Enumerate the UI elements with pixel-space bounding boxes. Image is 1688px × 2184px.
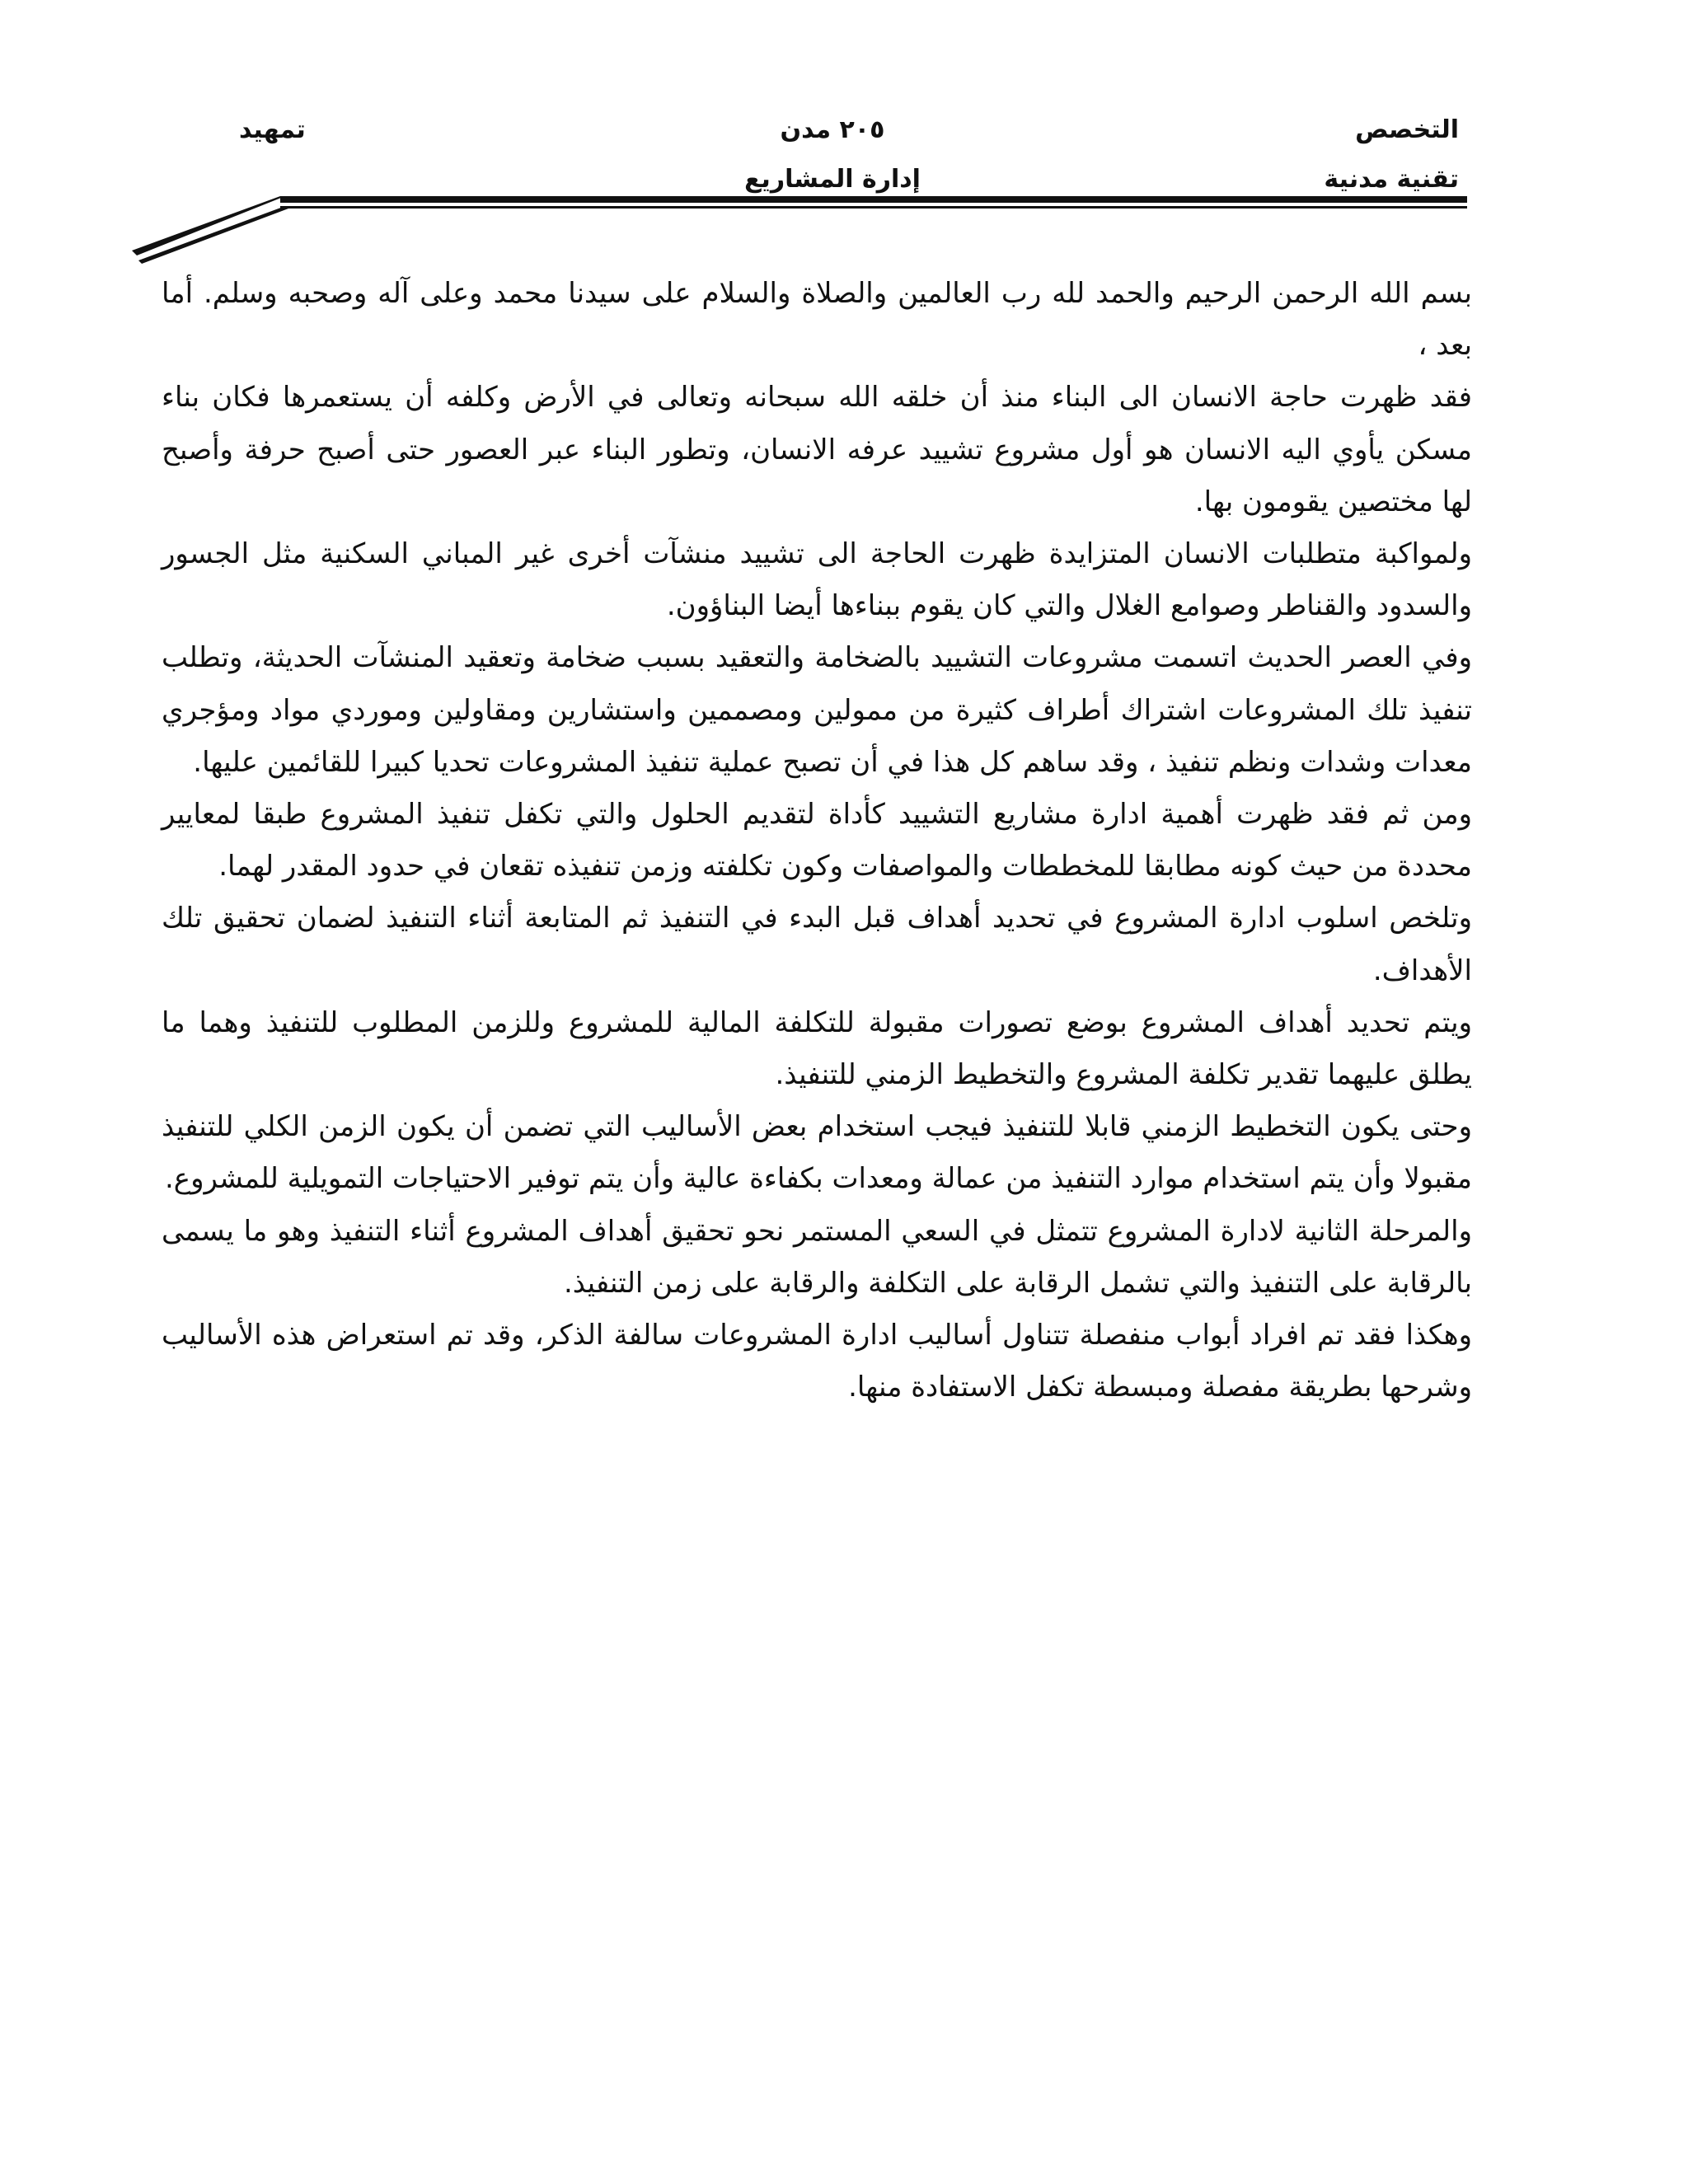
divider-slant-thin bbox=[138, 206, 288, 264]
header-section bbox=[239, 105, 306, 155]
body-text bbox=[162, 268, 1472, 1413]
paragraph: ويتم تحديد أهداف المشروع بوضع تصورات مقبولة للتكلفة المالية للمشروع وللزمن المطلوب للتنفيذ وهما ما يطلق عليهما تقدير تكلفة المشروع والتخطيط الزمني للتنفيذ. bbox=[162, 1005, 1472, 1092]
header-specialization-value: تقنية مدنية bbox=[1324, 165, 1459, 194]
paragraph: بسم الله الرحمن الرحيم والحمد لله رب العالمين والصلاة والسلام على سيدنا محمد وعلى آله وصحبه وسلم. أما بعد ، bbox=[162, 277, 1472, 363]
paragraph: وهكذا فقد تم افراد أبواب منفصلة تتناول أساليب ادارة المشروعات سالفة الذكر، وقد تم استعراض هذه الأساليب وشرحها بطريقة مفصلة ومبسطة تكفل الاستفادة منها. bbox=[162, 1319, 1472, 1404]
paragraph: ومن ثم فقد ظهرت أهمية ادارة مشاريع التشييد كأداة لتقديم الحلول والتي تكفل تنفيذ المشروع طبقا لمعايير محددة من حيث كونه مطابقا للمخططات والمواصفات وكون تكلفته وزمن تنفيذه تقعان في حدود المقدر لهما. bbox=[162, 798, 1472, 883]
divider-line-thick bbox=[280, 196, 1467, 203]
header-specialization-label: التخصص bbox=[1355, 115, 1459, 144]
header-divider bbox=[132, 188, 1467, 270]
paragraph: والمرحلة الثانية لادارة المشروع تتمثل في السعي المستمر نحو تحقيق أهداف المشروع أثناء التنفيذ وهو ما يسمى بالرقابة على التنفيذ والتي تشمل الرقابة على التكلفة والرقابة على زمن التنفيذ. bbox=[162, 1214, 1472, 1300]
header-section-title: تمهيد bbox=[239, 115, 306, 144]
header-course-code: ٢٠٥ مدن bbox=[780, 115, 885, 144]
paragraph: وفي العصر الحديث اتسمت مشروعات التشييد بالضخامة والتعقيد بسبب ضخامة وتعقيد المنشآت الحديثة، وتطلب تنفيذ تلك المشروعات اشتراك أطراف كثيرة من ممولين ومصممين واستشارين ومقاولين وموردي مواد ومؤجري معدات وشدات ونظم تنفيذ ، وقد ساهم كل هذا في أن تصبح عملية تنفيذ المشروعات تحديا كبيرا للقائمين عليها. bbox=[162, 641, 1472, 779]
page-header bbox=[239, 105, 1459, 196]
paragraph: ولمواكبة متطلبات الانسان المتزايدة ظهرت الحاجة الى تشييد منشآت أخرى غير المباني السكنية مثل الجسور والسدود والقناطر وصوامع الغلال والتي كان يقوم ببناءها أيضا البناؤون. bbox=[162, 537, 1472, 623]
paragraph: فقد ظهرت حاجة الانسان الى البناء منذ أن خلقه الله سبحانه وتعالى في الأرض وكلفه أن يستعمرها فكان بناء مسكن يأوي اليه الانسان هو أول مشروع تشييد عرفه الانسان، وتطور البناء عبر العصور حتى أصبح حرفة وأصبح لها مختصين يقومون بها. bbox=[162, 381, 1472, 518]
divider-line-thin bbox=[280, 206, 1467, 209]
divider-slant-thick bbox=[132, 196, 285, 255]
paragraph: وتلخص اسلوب ادارة المشروع في تحديد أهداف قبل البدء في التنفيذ ثم المتابعة أثناء التنفيذ لضمان تحقيق تلك الأهداف. bbox=[162, 902, 1472, 987]
paragraph: وحتى يكون التخطيط الزمني قابلا للتنفيذ فيجب استخدام بعض الأساليب التي تضمن أن يكون الزمن الكلي للتنفيذ مقبولا وأن يتم استخدام موارد التنفيذ من عمالة ومعدات بكفاءة عالية وأن يتم توفير الاحتياجات التمويلية للمشروع. bbox=[162, 1110, 1472, 1196]
header-course-title: إدارة المشاريع bbox=[744, 165, 921, 194]
